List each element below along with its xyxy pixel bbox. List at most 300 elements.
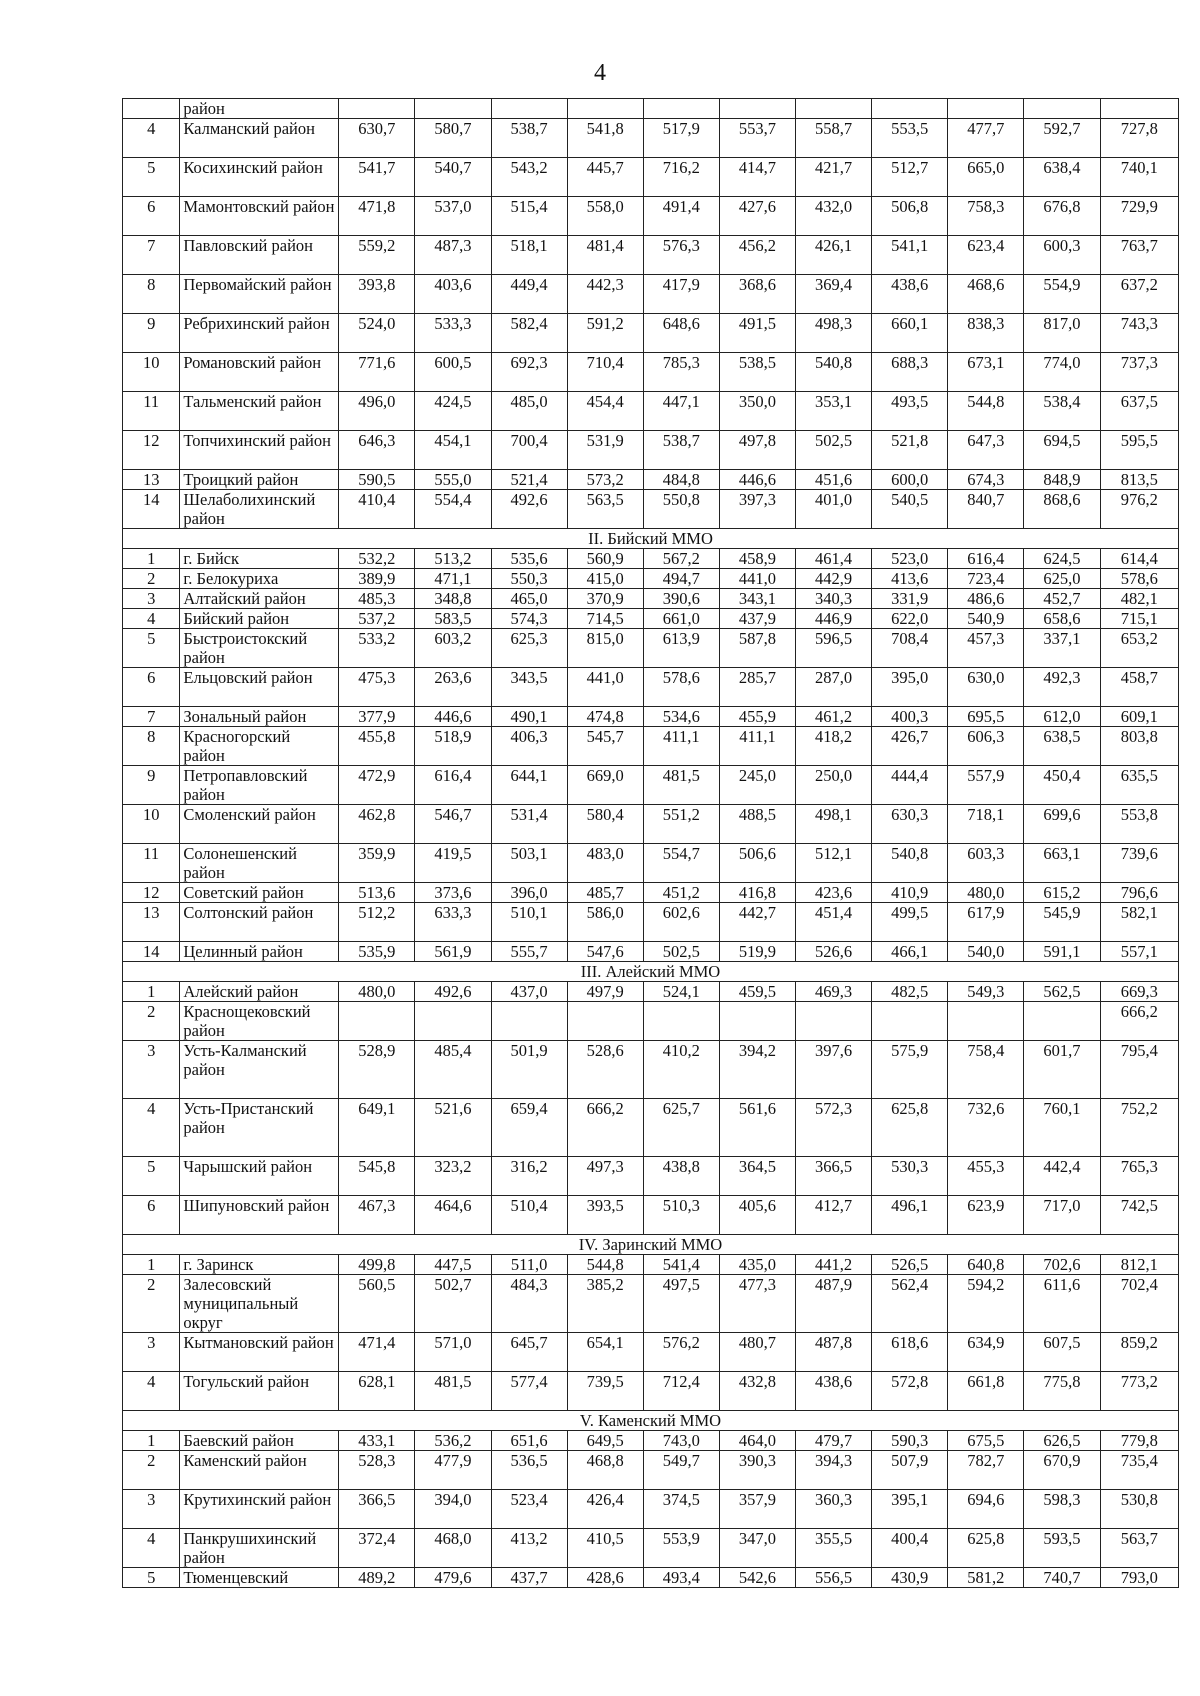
table-row: [123, 942, 1179, 962]
district-name: Крутихинский район: [180, 1490, 339, 1529]
value-cell: 638,4: [1024, 158, 1100, 197]
value-cell: 393,8: [339, 275, 415, 314]
value-cell: 442,7: [719, 903, 795, 942]
value-cell: 739,6: [1100, 844, 1178, 883]
value-cell: 714,5: [567, 609, 643, 629]
value-cell: 609,1: [1100, 707, 1178, 727]
row-number: 7: [123, 707, 180, 727]
value-cell: 437,7: [491, 1568, 567, 1588]
value-cell: 517,9: [643, 119, 719, 158]
value-cell: 480,0: [948, 883, 1024, 903]
value-cell: 541,4: [643, 1255, 719, 1275]
value-cell: 586,0: [567, 903, 643, 942]
district-name: Алейский район: [180, 982, 339, 1002]
value-cell: 742,5: [1100, 1196, 1178, 1235]
value-cell: [567, 99, 643, 119]
value-cell: 485,4: [415, 1041, 491, 1099]
table-row: [123, 1372, 1179, 1411]
row-number: 3: [123, 1490, 180, 1529]
value-cell: 397,6: [796, 1041, 872, 1099]
value-cell: 716,2: [643, 158, 719, 197]
value-cell: 454,4: [567, 392, 643, 431]
table-row: [123, 1275, 1179, 1333]
row-number: 9: [123, 314, 180, 353]
row-number: 8: [123, 275, 180, 314]
value-cell: 538,7: [491, 119, 567, 158]
value-cell: 466,1: [872, 942, 948, 962]
value-cell: 497,8: [719, 431, 795, 470]
value-cell: 493,4: [643, 1568, 719, 1588]
value-cell: [567, 1002, 643, 1041]
row-number: 6: [123, 1196, 180, 1235]
table-row: [123, 490, 1179, 529]
row-number: 13: [123, 470, 180, 490]
value-cell: 479,6: [415, 1568, 491, 1588]
value-cell: 357,9: [719, 1490, 795, 1529]
district-name: Ребрихинский район: [180, 314, 339, 353]
table-row: [123, 470, 1179, 490]
value-cell: 666,2: [567, 1099, 643, 1157]
value-cell: 413,6: [872, 569, 948, 589]
value-cell: 739,5: [567, 1372, 643, 1411]
table-row: [123, 236, 1179, 275]
row-number: 3: [123, 589, 180, 609]
value-cell: 600,3: [1024, 236, 1100, 275]
value-cell: 428,6: [567, 1568, 643, 1588]
district-name: Чарышский район: [180, 1157, 339, 1196]
value-cell: 481,5: [643, 766, 719, 805]
value-cell: 554,9: [1024, 275, 1100, 314]
value-cell: 729,9: [1100, 197, 1178, 236]
value-cell: 316,2: [491, 1157, 567, 1196]
value-cell: 355,5: [796, 1529, 872, 1568]
value-cell: 451,2: [643, 883, 719, 903]
row-number: 1: [123, 982, 180, 1002]
district-name: г. Заринск: [180, 1255, 339, 1275]
value-cell: 521,6: [415, 1099, 491, 1157]
value-cell: 513,6: [339, 883, 415, 903]
value-cell: 426,7: [872, 727, 948, 766]
value-cell: 612,0: [1024, 707, 1100, 727]
value-cell: 449,4: [491, 275, 567, 314]
value-cell: 634,9: [948, 1333, 1024, 1372]
value-cell: 692,3: [491, 353, 567, 392]
value-cell: 590,5: [339, 470, 415, 490]
value-cell: 580,7: [415, 119, 491, 158]
district-name: район: [180, 99, 339, 119]
value-cell: 458,9: [719, 549, 795, 569]
value-cell: 400,3: [872, 707, 948, 727]
value-cell: 838,3: [948, 314, 1024, 353]
district-name: Панкрушихинский район: [180, 1529, 339, 1568]
value-cell: 482,5: [872, 982, 948, 1002]
value-cell: 462,8: [339, 805, 415, 844]
value-cell: 523,0: [872, 549, 948, 569]
value-cell: 717,0: [1024, 1196, 1100, 1235]
value-cell: 763,7: [1100, 236, 1178, 275]
value-cell: 618,6: [872, 1333, 948, 1372]
value-cell: 419,5: [415, 844, 491, 883]
value-cell: 793,0: [1100, 1568, 1178, 1588]
value-cell: 528,6: [567, 1041, 643, 1099]
value-cell: [796, 1002, 872, 1041]
table-row: [123, 805, 1179, 844]
row-number: 14: [123, 490, 180, 529]
value-cell: 688,3: [872, 353, 948, 392]
value-cell: 521,8: [872, 431, 948, 470]
district-name: Краснощековский район: [180, 1002, 339, 1041]
value-cell: 397,3: [719, 490, 795, 529]
value-cell: 554,7: [643, 844, 719, 883]
value-cell: 485,0: [491, 392, 567, 431]
value-cell: 468,8: [567, 1451, 643, 1490]
district-name: Мамонтовский район: [180, 197, 339, 236]
table-row: [123, 569, 1179, 589]
value-cell: [339, 1002, 415, 1041]
row-number: 6: [123, 668, 180, 707]
value-cell: [948, 1002, 1024, 1041]
value-cell: 600,5: [415, 353, 491, 392]
district-name: Усть-Пристанский район: [180, 1099, 339, 1157]
value-cell: 649,1: [339, 1099, 415, 1157]
value-cell: 740,7: [1024, 1568, 1100, 1588]
value-cell: 372,4: [339, 1529, 415, 1568]
value-cell: 426,4: [567, 1490, 643, 1529]
section-header-row: [123, 962, 1179, 982]
section-header-row: [123, 529, 1179, 549]
value-cell: 353,1: [796, 392, 872, 431]
value-cell: 469,3: [796, 982, 872, 1002]
row-number: 5: [123, 629, 180, 668]
value-cell: 477,9: [415, 1451, 491, 1490]
value-cell: 544,8: [567, 1255, 643, 1275]
value-cell: 485,7: [567, 883, 643, 903]
district-name: Троицкий район: [180, 470, 339, 490]
row-number: 14: [123, 942, 180, 962]
value-cell: 540,5: [872, 490, 948, 529]
value-cell: 487,8: [796, 1333, 872, 1372]
value-cell: 694,5: [1024, 431, 1100, 470]
value-cell: 343,1: [719, 589, 795, 609]
value-cell: 561,6: [719, 1099, 795, 1157]
value-cell: 418,2: [796, 727, 872, 766]
value-cell: 653,2: [1100, 629, 1178, 668]
value-cell: 395,0: [872, 668, 948, 707]
value-cell: 637,2: [1100, 275, 1178, 314]
row-number: 12: [123, 431, 180, 470]
district-name: Первомайский район: [180, 275, 339, 314]
value-cell: 523,4: [491, 1490, 567, 1529]
value-cell: 669,0: [567, 766, 643, 805]
value-cell: 503,1: [491, 844, 567, 883]
value-cell: 480,0: [339, 982, 415, 1002]
value-cell: 482,1: [1100, 589, 1178, 609]
value-cell: 441,0: [567, 668, 643, 707]
value-cell: [643, 99, 719, 119]
value-cell: 403,6: [415, 275, 491, 314]
value-cell: 743,0: [643, 1431, 719, 1451]
row-number: 9: [123, 766, 180, 805]
value-cell: 556,5: [796, 1568, 872, 1588]
value-cell: 796,6: [1100, 883, 1178, 903]
value-cell: 591,1: [1024, 942, 1100, 962]
district-name: Целинный район: [180, 942, 339, 962]
table-row: [123, 707, 1179, 727]
value-cell: 528,3: [339, 1451, 415, 1490]
value-cell: 598,3: [1024, 1490, 1100, 1529]
value-cell: 640,8: [948, 1255, 1024, 1275]
value-cell: 546,7: [415, 805, 491, 844]
value-cell: 542,6: [719, 1568, 795, 1588]
value-cell: 758,4: [948, 1041, 1024, 1099]
value-cell: 779,8: [1100, 1431, 1178, 1451]
value-cell: 540,7: [415, 158, 491, 197]
value-cell: 492,6: [415, 982, 491, 1002]
value-cell: 480,7: [719, 1333, 795, 1372]
value-cell: [491, 1002, 567, 1041]
value-cell: 625,8: [872, 1099, 948, 1157]
district-name: Тюменцевский: [180, 1568, 339, 1588]
value-cell: 530,8: [1100, 1490, 1178, 1529]
value-cell: 554,4: [415, 490, 491, 529]
table-row: [123, 1157, 1179, 1196]
value-cell: 533,2: [339, 629, 415, 668]
value-cell: 785,3: [643, 353, 719, 392]
value-cell: 501,9: [491, 1041, 567, 1099]
value-cell: 669,3: [1100, 982, 1178, 1002]
value-cell: 603,2: [415, 629, 491, 668]
value-cell: 537,2: [339, 609, 415, 629]
value-cell: 536,5: [491, 1451, 567, 1490]
row-number: 7: [123, 236, 180, 275]
value-cell: 458,7: [1100, 668, 1178, 707]
value-cell: 433,1: [339, 1431, 415, 1451]
value-cell: 549,3: [948, 982, 1024, 1002]
value-cell: 648,6: [643, 314, 719, 353]
value-cell: 727,8: [1100, 119, 1178, 158]
value-cell: 492,3: [1024, 668, 1100, 707]
value-cell: 263,6: [415, 668, 491, 707]
table-row: [123, 1196, 1179, 1235]
value-cell: 540,8: [796, 353, 872, 392]
row-number: 12: [123, 883, 180, 903]
value-cell: [1100, 99, 1178, 119]
district-name: Советский район: [180, 883, 339, 903]
value-cell: 485,3: [339, 589, 415, 609]
value-cell: 364,5: [719, 1157, 795, 1196]
value-cell: 541,7: [339, 158, 415, 197]
value-cell: 385,2: [567, 1275, 643, 1333]
value-cell: 660,1: [872, 314, 948, 353]
value-cell: 412,7: [796, 1196, 872, 1235]
value-cell: 511,0: [491, 1255, 567, 1275]
value-cell: 331,9: [872, 589, 948, 609]
value-cell: 563,5: [567, 490, 643, 529]
value-cell: 496,1: [872, 1196, 948, 1235]
value-cell: 499,5: [872, 903, 948, 942]
value-cell: 601,7: [1024, 1041, 1100, 1099]
value-cell: 663,1: [1024, 844, 1100, 883]
district-name: Каменский район: [180, 1451, 339, 1490]
value-cell: 602,6: [643, 903, 719, 942]
value-cell: 491,4: [643, 197, 719, 236]
value-cell: 553,9: [643, 1529, 719, 1568]
value-cell: 424,5: [415, 392, 491, 431]
section-title: III. Алейский ММО: [123, 962, 1179, 982]
value-cell: 550,8: [643, 490, 719, 529]
value-cell: 489,2: [339, 1568, 415, 1588]
value-cell: 774,0: [1024, 353, 1100, 392]
table-row: [123, 549, 1179, 569]
value-cell: 538,7: [643, 431, 719, 470]
value-cell: 623,4: [948, 236, 1024, 275]
value-cell: 651,6: [491, 1431, 567, 1451]
value-cell: 560,5: [339, 1275, 415, 1333]
value-cell: [643, 1002, 719, 1041]
value-cell: 715,1: [1100, 609, 1178, 629]
value-cell: 442,3: [567, 275, 643, 314]
value-cell: 661,0: [643, 609, 719, 629]
district-name: Алтайский район: [180, 589, 339, 609]
value-cell: 545,9: [1024, 903, 1100, 942]
value-cell: 582,4: [491, 314, 567, 353]
row-number: 5: [123, 158, 180, 197]
value-cell: 718,1: [948, 805, 1024, 844]
value-cell: 580,4: [567, 805, 643, 844]
table-row: [123, 99, 1179, 119]
value-cell: 507,9: [872, 1451, 948, 1490]
value-cell: 551,2: [643, 805, 719, 844]
value-cell: 675,5: [948, 1431, 1024, 1451]
value-cell: 625,0: [1024, 569, 1100, 589]
row-number: 1: [123, 1255, 180, 1275]
value-cell: 413,2: [491, 1529, 567, 1568]
value-cell: 459,5: [719, 982, 795, 1002]
row-number: 11: [123, 844, 180, 883]
value-cell: 622,0: [872, 609, 948, 629]
value-cell: 415,0: [567, 569, 643, 589]
value-cell: 454,1: [415, 431, 491, 470]
value-cell: 394,0: [415, 1490, 491, 1529]
value-cell: 817,0: [1024, 314, 1100, 353]
value-cell: 737,3: [1100, 353, 1178, 392]
district-name: Тальменский район: [180, 392, 339, 431]
table-row: [123, 275, 1179, 314]
value-cell: 628,1: [339, 1372, 415, 1411]
row-number: 4: [123, 1529, 180, 1568]
value-cell: 464,6: [415, 1196, 491, 1235]
value-cell: 577,4: [491, 1372, 567, 1411]
value-cell: 593,5: [1024, 1529, 1100, 1568]
value-cell: 526,6: [796, 942, 872, 962]
district-name: Косихинский район: [180, 158, 339, 197]
value-cell: 535,9: [339, 942, 415, 962]
value-cell: 441,2: [796, 1255, 872, 1275]
value-cell: 437,9: [719, 609, 795, 629]
value-cell: 337,1: [1024, 629, 1100, 668]
value-cell: 976,2: [1100, 490, 1178, 529]
district-name: Бийский район: [180, 609, 339, 629]
value-cell: 441,0: [719, 569, 795, 589]
value-cell: 735,4: [1100, 1451, 1178, 1490]
value-cell: 771,6: [339, 353, 415, 392]
value-cell: 616,4: [948, 549, 1024, 569]
row-number: 4: [123, 609, 180, 629]
district-name: Шелаболихинский район: [180, 490, 339, 529]
value-cell: 595,5: [1100, 431, 1178, 470]
value-cell: 537,0: [415, 197, 491, 236]
value-cell: 765,3: [1100, 1157, 1178, 1196]
value-cell: 410,9: [872, 883, 948, 903]
value-cell: 455,3: [948, 1157, 1024, 1196]
value-cell: 456,2: [719, 236, 795, 275]
value-cell: 323,2: [415, 1157, 491, 1196]
row-number: 5: [123, 1157, 180, 1196]
value-cell: 710,4: [567, 353, 643, 392]
value-cell: 752,2: [1100, 1099, 1178, 1157]
value-cell: 614,4: [1100, 549, 1178, 569]
value-cell: 446,6: [719, 470, 795, 490]
section-header-row: [123, 1235, 1179, 1255]
table-row: [123, 727, 1179, 766]
value-cell: [339, 99, 415, 119]
value-cell: 528,9: [339, 1041, 415, 1099]
value-cell: 497,5: [643, 1275, 719, 1333]
value-cell: 572,8: [872, 1372, 948, 1411]
value-cell: 538,4: [1024, 392, 1100, 431]
value-cell: 395,1: [872, 1490, 948, 1529]
table-row: [123, 197, 1179, 236]
district-name: Павловский район: [180, 236, 339, 275]
value-cell: 666,2: [1100, 1002, 1178, 1041]
value-cell: 630,7: [339, 119, 415, 158]
value-cell: 506,8: [872, 197, 948, 236]
value-cell: 659,4: [491, 1099, 567, 1157]
value-cell: 512,1: [796, 844, 872, 883]
value-cell: 461,2: [796, 707, 872, 727]
value-cell: 481,4: [567, 236, 643, 275]
value-cell: 576,3: [643, 236, 719, 275]
value-cell: 782,7: [948, 1451, 1024, 1490]
section-title: V. Каменский ММО: [123, 1411, 1179, 1431]
value-cell: 426,1: [796, 236, 872, 275]
value-cell: 700,4: [491, 431, 567, 470]
value-cell: 550,3: [491, 569, 567, 589]
row-number: [123, 99, 180, 119]
row-number: 3: [123, 1041, 180, 1099]
value-cell: 411,1: [643, 727, 719, 766]
value-cell: 343,5: [491, 668, 567, 707]
value-cell: 587,8: [719, 629, 795, 668]
value-cell: 461,4: [796, 549, 872, 569]
row-number: 1: [123, 1431, 180, 1451]
value-cell: 540,0: [948, 942, 1024, 962]
row-number: 4: [123, 1099, 180, 1157]
value-cell: 455,9: [719, 707, 795, 727]
value-cell: 512,7: [872, 158, 948, 197]
value-cell: 490,1: [491, 707, 567, 727]
value-cell: 645,7: [491, 1333, 567, 1372]
table-row: [123, 1529, 1179, 1568]
value-cell: 455,8: [339, 727, 415, 766]
value-cell: 540,8: [872, 844, 948, 883]
district-name: Петропавловский район: [180, 766, 339, 805]
value-cell: 519,9: [719, 942, 795, 962]
table-row: [123, 1431, 1179, 1451]
value-cell: 340,3: [796, 589, 872, 609]
value-cell: 427,6: [719, 197, 795, 236]
value-cell: 442,4: [1024, 1157, 1100, 1196]
